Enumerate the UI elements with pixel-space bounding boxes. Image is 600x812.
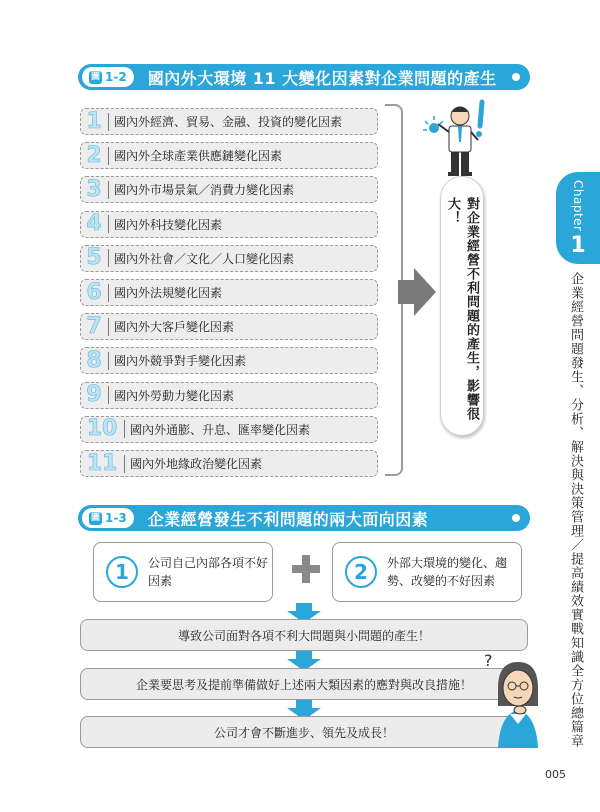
banner-dot-icon xyxy=(512,514,520,522)
factor-label: 國內外競爭對手變化因素 xyxy=(114,354,247,369)
arrow-right-icon xyxy=(398,268,436,316)
conclusion-text: 對企業經營不利問題的產生，影響很大！ xyxy=(445,197,479,421)
factor-label: 國內外勞動力變化因素 xyxy=(114,388,235,403)
chapter-number: 1 xyxy=(570,233,586,259)
figure-number: 1-3 xyxy=(105,511,127,525)
factor-number: 2 xyxy=(86,142,102,168)
figure-number: 1-2 xyxy=(105,70,127,84)
banner-dot-icon xyxy=(512,73,520,81)
result-box-2: 企業要思考及提前準備做好上述兩大類因素的應對與改良措施！ xyxy=(80,668,528,700)
factor-item xyxy=(80,450,378,477)
factor-number-2: 2 xyxy=(345,556,377,588)
businessman-illustration xyxy=(420,98,500,182)
factor-divider xyxy=(124,455,125,473)
factor-item xyxy=(80,416,378,443)
external-factor-box xyxy=(332,542,522,602)
conclusion-box xyxy=(440,176,484,436)
figure-1-2-banner xyxy=(78,64,530,90)
factor-number: 8 xyxy=(86,347,102,373)
figure-mark-icon: 圖 xyxy=(90,512,100,523)
figure-1-3-banner xyxy=(78,505,530,531)
factor-item xyxy=(80,382,378,409)
figure-title: 國內外大環境 11 大變化因素對企業問題的產生 xyxy=(147,68,497,88)
factor-label: 國內外大客戶變化因素 xyxy=(114,320,235,335)
factor-item xyxy=(80,245,378,272)
chapter-word: Chapter xyxy=(571,180,585,232)
internal-factor-box xyxy=(93,542,273,602)
factor-divider xyxy=(108,181,109,199)
result-box-1: 導致公司面對各項不利大問題與小問題的產生！ xyxy=(80,619,528,651)
factor-divider xyxy=(108,147,109,165)
factor-item xyxy=(80,313,378,340)
factor-label: 國內外社會／文化／人口變化因素 xyxy=(114,251,295,266)
figure-label xyxy=(82,508,134,528)
factor-label: 國內外地緣政治變化因素 xyxy=(130,457,263,471)
factor-item xyxy=(80,142,378,169)
factor-item xyxy=(80,211,378,238)
factor-number: 5 xyxy=(86,245,102,271)
factor-number: 7 xyxy=(86,313,102,339)
factor-label: 國內外科技變化因素 xyxy=(114,217,223,232)
figure-title: 企業經營發生不利問題的兩大面向因素 xyxy=(147,509,429,529)
factor-divider xyxy=(108,352,109,370)
external-factor-text: 外部大環境的變化、趨勢、改變的不好因素 xyxy=(387,556,508,588)
factor-divider xyxy=(108,113,109,131)
factor-number: 6 xyxy=(86,279,102,305)
factor-divider xyxy=(108,249,109,267)
factor-label: 國內外通膨、升息、匯率變化因素 xyxy=(130,422,311,437)
thinking-woman-illustration xyxy=(480,648,550,750)
factor-number: 10 xyxy=(86,416,118,442)
factor-item xyxy=(80,176,378,203)
factor-divider xyxy=(124,420,125,438)
factor-number-1: 1 xyxy=(106,556,138,588)
factor-number: 3 xyxy=(86,176,102,202)
factor-number: 1 xyxy=(86,108,102,134)
factor-item xyxy=(80,279,378,306)
factor-item xyxy=(80,347,378,374)
factor-label: 國內外法規變化因素 xyxy=(114,286,223,300)
factor-number: 9 xyxy=(86,382,102,408)
result-box-3: 公司才會不斷進步、領先及成長！ xyxy=(80,716,528,748)
factor-label: 國內外經濟、貿易、金融、投資的變化因素 xyxy=(114,115,343,129)
factor-divider xyxy=(108,386,109,404)
factor-label: 國內外全球產業供應鏈變化因素 xyxy=(114,149,283,164)
chapter-tab xyxy=(556,172,600,264)
factor-item xyxy=(80,108,378,135)
factor-divider xyxy=(108,215,109,233)
factor-label: 國內外市場景氣／消費力變化因素 xyxy=(114,183,295,198)
figure-mark-icon: 圖 xyxy=(90,71,100,82)
figure-label xyxy=(82,67,134,87)
internal-factor-text: 公司自己內部各項不好因素 xyxy=(148,556,269,588)
factor-number: 4 xyxy=(86,211,102,237)
page-number: 005 xyxy=(545,768,566,781)
factor-divider xyxy=(108,318,109,336)
factor-number: 11 xyxy=(86,450,118,476)
factor-divider xyxy=(108,284,109,302)
chapter-side-title: 企業經營問題發生、分析、解決與決策管理／提高績效實戰知識全方位總篇章 xyxy=(568,272,583,748)
plus-icon xyxy=(292,555,320,583)
svg-text:?: ? xyxy=(484,651,493,670)
